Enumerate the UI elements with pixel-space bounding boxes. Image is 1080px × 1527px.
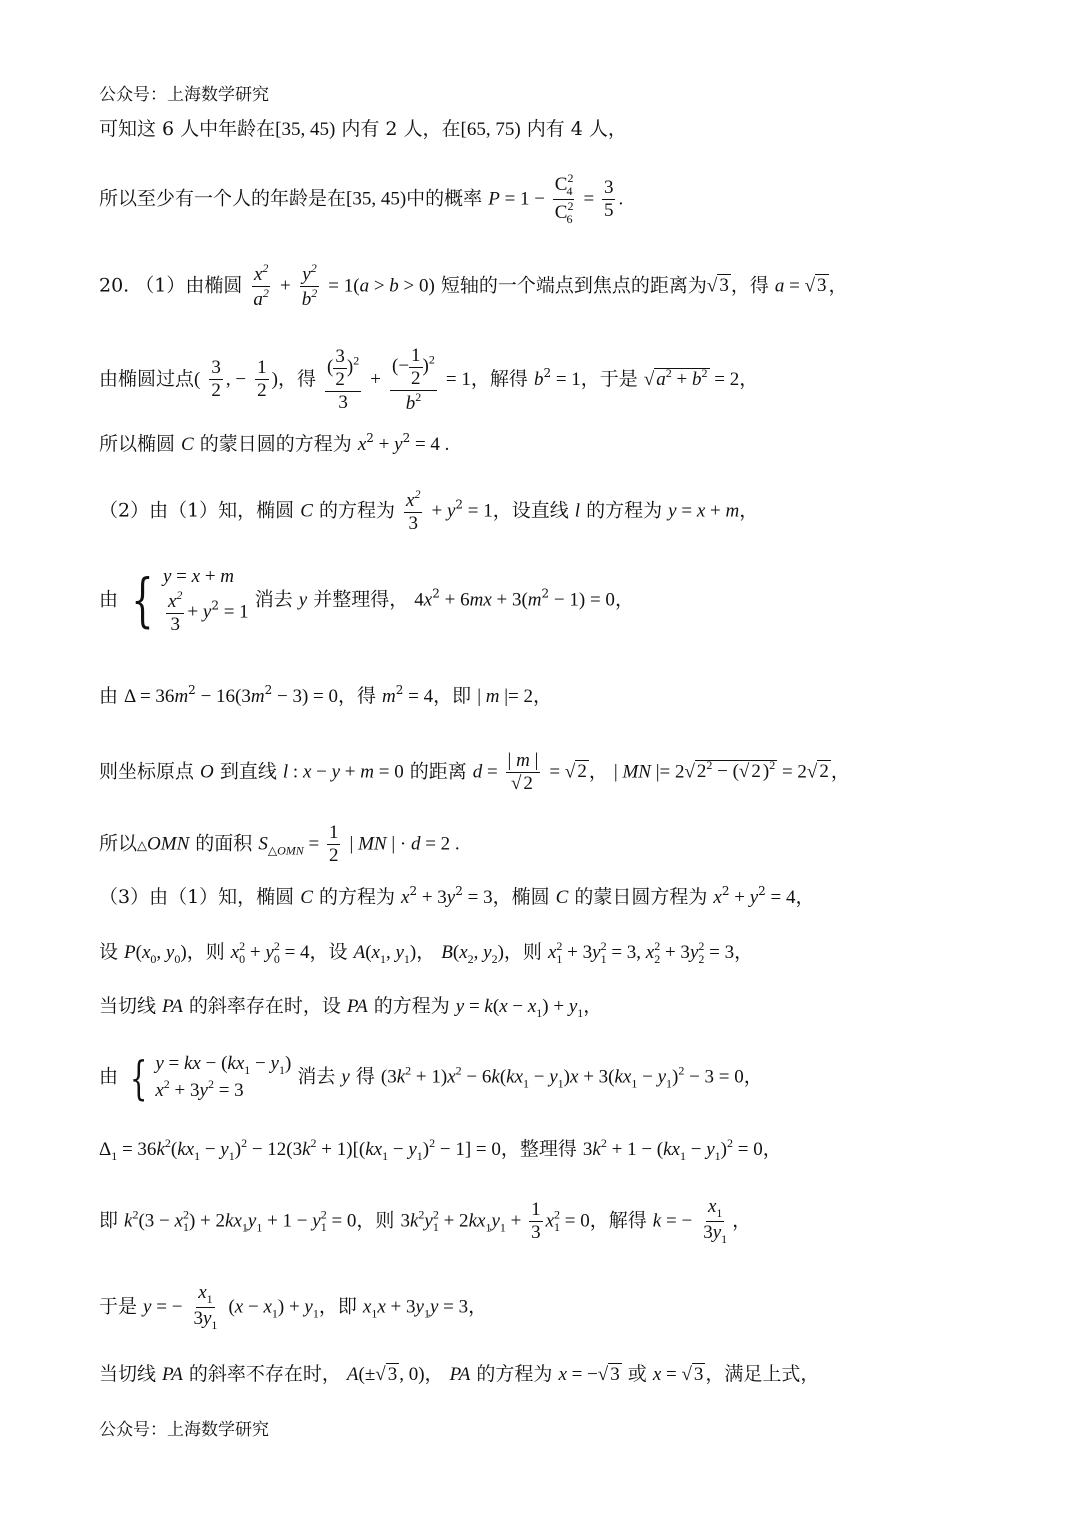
text-line: （2）由（1）知，椭圆 C 的方程为 $\frac{x^2}{3}$ + $y^2 = 1$，设直线 l 的方程为 y = x + m， [99,487,759,534]
page-footer: 公众号：上海数学研究 [99,1420,269,1440]
text-line: 所以△OMN 的面积 $S_{\triangle OMN}$ = $\frac{1}{2}$ | MN | · d = 2 . [99,822,460,866]
text-line: 由 $\Delta = 36m^2 - 16(3m^2 - 3) = 0$，得 $m^2 = 4$，即 | m |= 2， [99,683,553,707]
text-line: 于是 y = − $\frac{x_1}{3y_1}$ $(x - x_1) + y_1$，即 $x_1x + 3y_1y = 3$， [99,1282,488,1332]
text-line: 即 $k^2(3 - x^2_1) + 2kx_1y_1 + 1 - y^2_1 = 0$，则 $3k^2y^2_1 + 2kx_1y_1$ + $\frac{1}{3}$ $x^2_1 = 0$，解得 k = − $\frac{x_1}{3y_1}$ ， [99,1196,752,1246]
text-line: 所以椭圆 C 的蒙日圆的方程为 $x^2 + y^2 = 4$ . [99,431,450,455]
text-line: $\Delta_1 = 36k^2(kx_1 - y_1)^2 - 12(3k^2 + 1)[(kx_1 - y_1)^2 - 1] = 0$，整理得 $3k^2 + 1 - (kx_1 - y_1)^2 = 0$， [99,1136,782,1163]
text-line: 则坐标原点 O 到直线 l : x − y + m = 0 的距离 d = $\frac{| m |}{√ 2}$ = √ 2 ， | MN |= 2√ $2^2$ − (√ 2 )$^2$ = 2√ 2 ， [99,750,850,794]
text-line: 设 $P(x_0$, $y_0$)，则 $x^2_0 + y^2_0 = 4$，设 $A(x_1$, $y_1$)， $B(x_2$, $y_2$)，则 $x^2_1 + 3y^2_1 = 3$, $x^2_2 + 3y^2_2 = 3$， [99,939,754,966]
text-line: 可知这 6 人中年龄在[35, 45) 内有 2 人，在[65, 75) 内有 4 人， [99,118,627,140]
text-line: 由椭圆过点( $\frac{3}{2}$ , − $\frac{1}{2}$ )，得 ( $\frac{3}{2}$ )$^2$ 3 + (− $\frac{1}{2}$ )$^2$ $b^2$ = 1，解得 $b^2 = 1$，于是 √ $a^2 + b^2 = 2$， [99,345,759,414]
page-header: 公众号：上海数学研究 [99,85,269,105]
text-line: 所以至少有一个人的年龄是在[35, 45)中的概率 P = 1 − $\frac{C^2_4}{C^2_6}$ = $\frac{3}{5}$ . [99,171,624,226]
text-line: 20. （1）由椭圆 $\frac{x^2}{a^2}$ + $\frac{y^2}{b^2}$ = 1(a > b > 0) 短轴的一个端点到焦点的距离为√ 3 ，得 a = √ 3 ， [99,261,848,310]
text-line: 由 { y = x + m $\frac{x^2}{3}$ + $y^2 = 1$ 消去 y 并整理得， $4x^2 + 6mx + 3(m^2 - 1) = 0$， [99,566,634,635]
text-line: 当切线 PA 的斜率不存在时， A(±√ 3 , 0)， PA 的方程为 x = −√ 3 或 x = √ 3 ，满足上式， [99,1363,820,1385]
text-line: 当切线 PA 的斜率存在时，设 PA 的方程为 $y = k(x - x_1) + y_1$， [99,995,603,1020]
text-line: 由 { y = kx − $(kx_1 - y_1)$ $x^2 + 3y^2 = 3$ 消去 y 得 $(3k^2 + 1)x^2 - 6k(kx_1 - y_1)x + 3(kx_1 - y_1)^2 - 3 = 0$， [99,1050,763,1105]
text-line: （3）由（1）知，椭圆 C 的方程为 $x^2 + 3y^2 = 3$，椭圆 C 的蒙日圆方程为 $x^2 + y^2 = 4$， [99,884,815,908]
